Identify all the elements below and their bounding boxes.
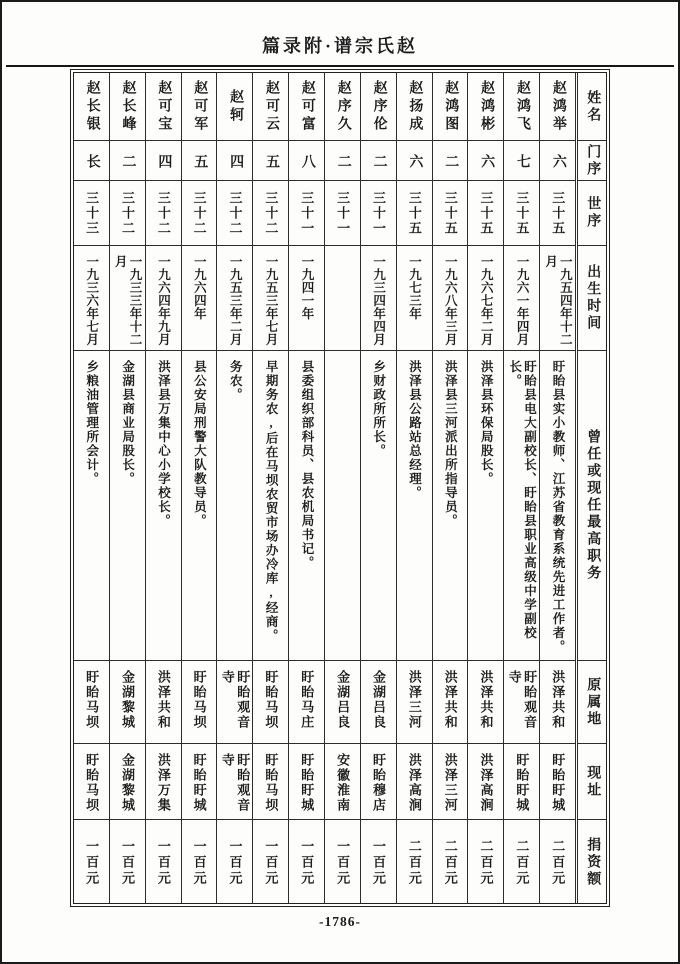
cell-text-name: 赵鸿飞 <box>515 79 530 134</box>
cell-name <box>397 73 432 140</box>
cell-job <box>182 350 217 660</box>
cell-job <box>468 350 503 660</box>
cell-text-donation: 一百元 <box>335 838 351 887</box>
cell-current <box>540 743 575 819</box>
header-cell-origin <box>578 660 606 743</box>
cell-job <box>361 350 396 660</box>
cell-birth <box>217 245 252 350</box>
header-cell-shi <box>578 180 606 245</box>
cell-shi <box>433 180 468 245</box>
cell-job <box>433 350 468 660</box>
cell-men <box>397 140 432 180</box>
cell-text-name: 赵鸿彬 <box>479 79 495 134</box>
cell-shi <box>74 180 109 245</box>
person-column-13 <box>503 73 539 903</box>
cell-origin <box>468 660 503 743</box>
cell-text-current: 金湖黎城 <box>119 753 135 813</box>
cell-shi <box>289 180 324 245</box>
cell-origin <box>540 660 575 743</box>
cell-text-current: 盱眙观音寺 <box>219 753 251 813</box>
cell-text-men: 二 <box>335 153 351 168</box>
header-label-name: 姓名 <box>585 89 601 124</box>
cell-text-job: 乡财政所所长。 <box>371 360 386 458</box>
cell-text-job: 县公安局刑警大队教导员。 <box>192 360 207 528</box>
cell-donation <box>110 819 145 905</box>
cell-men <box>217 140 252 180</box>
cell-name <box>253 73 288 140</box>
cell-text-men: 长 <box>84 153 100 168</box>
cell-current <box>468 743 503 819</box>
cell-text-donation: 一百元 <box>119 838 135 887</box>
cell-text-job: 洪泽县三河派出所指导员。 <box>443 360 458 528</box>
cell-men <box>468 140 503 180</box>
cell-birth <box>110 245 145 350</box>
cell-text-name: 赵扬成 <box>407 79 423 134</box>
header-label-shi: 世序 <box>585 196 601 230</box>
cell-text-birth: 一九五三年七月 <box>264 255 279 346</box>
cell-text-birth: 一九三三年十二月 <box>113 255 143 346</box>
cell-birth <box>74 245 109 350</box>
cell-birth <box>361 245 396 350</box>
genealogy-table <box>70 69 610 907</box>
cell-current <box>253 743 288 819</box>
cell-text-shi: 三十一 <box>335 190 351 236</box>
cell-job <box>253 350 288 660</box>
cell-name <box>325 73 360 140</box>
cell-men <box>433 140 468 180</box>
header-label-donation: 捐资额 <box>585 837 601 888</box>
cell-text-job: 金湖县商业局股长。 <box>120 360 135 486</box>
cell-birth <box>468 245 503 350</box>
page-number: -1786- <box>319 914 361 929</box>
cell-origin <box>110 660 145 743</box>
cell-text-men: 四 <box>156 153 172 168</box>
cell-current <box>361 743 396 819</box>
cell-birth <box>182 245 217 350</box>
cell-text-shi: 三十五 <box>442 190 458 236</box>
cell-origin <box>146 660 181 743</box>
cell-text-job: 洪泽县环保局股长。 <box>479 360 494 486</box>
header-label-men: 门序 <box>585 143 601 178</box>
cell-job <box>325 350 360 660</box>
cell-text-origin: 盱眙马坝 <box>263 670 279 730</box>
cell-text-men: 六 <box>550 153 566 168</box>
header-label-origin: 原属地 <box>585 676 601 728</box>
person-column-7 <box>288 73 324 903</box>
cell-text-name: 赵鸿图 <box>443 79 459 134</box>
cell-text-men: 六 <box>407 153 423 168</box>
cell-text-origin: 金湖黎城 <box>119 670 135 730</box>
cell-donation <box>325 819 360 905</box>
cell-text-origin: 洪泽共和 <box>478 670 494 730</box>
cell-shi <box>361 180 396 245</box>
cell-current <box>504 743 539 819</box>
header-cell-men <box>578 140 606 180</box>
cell-text-job: 洪泽县万集中心小学校长。 <box>156 360 171 528</box>
cell-name <box>217 73 252 140</box>
cell-text-name: 赵可富 <box>299 79 315 134</box>
cell-text-name: 赵序伦 <box>371 79 387 134</box>
cell-name <box>504 73 539 140</box>
cell-text-birth: 一九六七年二月 <box>479 255 494 346</box>
cell-text-job: 务农。 <box>228 360 243 402</box>
cell-text-current: 洪泽高涧 <box>406 753 422 813</box>
cell-text-men: 八 <box>299 153 315 168</box>
cell-text-origin: 盱眙马坝 <box>84 670 100 730</box>
cell-origin <box>74 660 109 743</box>
cell-current <box>433 743 468 819</box>
cell-text-shi: 三十五 <box>478 190 494 236</box>
cell-text-current: 盱眙穆店 <box>370 753 386 813</box>
cell-current <box>397 743 432 819</box>
cell-text-current: 盱眙马坝 <box>84 753 100 813</box>
header-label-birth: 出生时间 <box>585 264 601 332</box>
person-column-10 <box>396 73 432 903</box>
cell-text-donation: 二百元 <box>514 838 530 887</box>
cell-text-men: 二 <box>371 153 387 168</box>
cell-job <box>110 350 145 660</box>
cell-shi <box>253 180 288 245</box>
cell-job <box>217 350 252 660</box>
cell-text-origin: 金湖吕良 <box>335 670 351 730</box>
cell-text-origin: 洪泽三河 <box>406 670 422 730</box>
cell-donation <box>146 819 181 905</box>
cell-name <box>433 73 468 140</box>
cell-donation <box>361 819 396 905</box>
person-column-4 <box>181 73 217 903</box>
cell-text-donation: 二百元 <box>550 838 566 887</box>
cell-men <box>504 140 539 180</box>
cell-text-donation: 一百元 <box>299 838 315 887</box>
header-label-current: 现址 <box>585 764 601 799</box>
cell-text-job: 县委组织部科员、县农机局书记。 <box>299 360 314 570</box>
cell-job <box>504 350 539 660</box>
cell-text-current: 盱眙盱城 <box>191 753 207 813</box>
cell-text-birth: 一九四一年 <box>299 255 314 320</box>
table-header-column <box>575 73 606 903</box>
cell-donation <box>217 819 252 905</box>
cell-name <box>289 73 324 140</box>
person-column-6 <box>252 73 288 903</box>
cell-current <box>217 743 252 819</box>
cell-text-name: 赵轲 <box>228 88 244 125</box>
cell-origin <box>217 660 252 743</box>
cell-origin <box>397 660 432 743</box>
person-column-2 <box>109 73 145 903</box>
cell-origin <box>325 660 360 743</box>
cell-text-name: 赵可云 <box>263 79 279 134</box>
cell-text-shi: 三十五 <box>550 190 566 236</box>
cell-text-men: 六 <box>479 153 495 168</box>
cell-text-origin: 盱眙马庄 <box>299 670 315 730</box>
cell-text-origin: 盱眙观音寺 <box>219 670 251 730</box>
cell-text-donation: 一百元 <box>370 838 386 887</box>
cell-text-job: 早期务农,后在马坝农贸市场办冷库,经商。 <box>264 360 279 643</box>
cell-text-birth: 一九六一年四月 <box>515 255 530 346</box>
cell-text-name: 赵序久 <box>335 79 351 134</box>
cell-birth <box>289 245 324 350</box>
cell-text-shi: 三十二 <box>263 190 279 236</box>
cell-origin <box>182 660 217 743</box>
cell-name <box>540 73 575 140</box>
cell-current <box>74 743 109 819</box>
cell-shi <box>325 180 360 245</box>
cell-men <box>325 140 360 180</box>
cell-donation <box>289 819 324 905</box>
cell-text-donation: 二百元 <box>406 838 422 887</box>
cell-shi <box>540 180 575 245</box>
cell-text-donation: 二百元 <box>478 838 494 887</box>
person-column-14 <box>539 73 575 903</box>
cell-text-job: 盱眙县电大副校长、盱眙县职业高级中学副校长。 <box>507 360 537 640</box>
cell-birth <box>540 245 575 350</box>
cell-birth <box>504 245 539 350</box>
cell-text-donation: 一百元 <box>227 838 243 887</box>
cell-text-birth: 一九五四年十二月 <box>543 255 573 346</box>
cell-name <box>146 73 181 140</box>
cell-text-shi: 三十二 <box>191 190 207 236</box>
cell-origin <box>433 660 468 743</box>
cell-text-origin: 洪泽共和 <box>155 670 171 730</box>
cell-text-current: 洪泽万集 <box>155 753 171 813</box>
cell-job <box>540 350 575 660</box>
cell-donation <box>182 819 217 905</box>
cell-text-origin: 盱眙马坝 <box>191 670 207 730</box>
person-column-12 <box>467 73 503 903</box>
cell-text-current: 盱眙盱城 <box>514 753 530 813</box>
cell-name <box>182 73 217 140</box>
cell-origin <box>504 660 539 743</box>
cell-shi <box>217 180 252 245</box>
cell-origin <box>253 660 288 743</box>
cell-donation <box>468 819 503 905</box>
cell-origin <box>289 660 324 743</box>
person-column-8 <box>324 73 360 903</box>
cell-text-birth: 一九六四年九月 <box>156 255 171 346</box>
cell-text-job: 盱眙县实小教师、江苏省教育系统先进工作者。 <box>550 360 565 654</box>
person-column-3 <box>145 73 181 903</box>
cell-text-donation: 二百元 <box>442 838 458 887</box>
cell-text-donation: 一百元 <box>191 838 207 887</box>
cell-donation <box>504 819 539 905</box>
cell-text-name: 赵长银 <box>84 79 100 134</box>
cell-birth <box>397 245 432 350</box>
cell-donation <box>253 819 288 905</box>
cell-text-shi: 三十一 <box>299 190 315 236</box>
cell-shi <box>146 180 181 245</box>
cell-men <box>110 140 145 180</box>
cell-text-name: 赵鸿举 <box>550 79 566 134</box>
cell-shi <box>397 180 432 245</box>
cell-name <box>74 73 109 140</box>
cell-shi <box>182 180 217 245</box>
cell-text-shi: 三十二 <box>119 190 135 236</box>
cell-text-origin: 盱眙观音寺 <box>506 670 538 730</box>
cell-text-birth: 一九三六年七月 <box>84 255 99 346</box>
cell-men <box>253 140 288 180</box>
cell-text-men: 二 <box>120 153 136 168</box>
cell-shi <box>468 180 503 245</box>
cell-shi <box>110 180 145 245</box>
cell-men <box>289 140 324 180</box>
cell-job <box>74 350 109 660</box>
cell-text-name: 赵可军 <box>192 79 208 134</box>
cell-text-men: 四 <box>228 153 244 168</box>
cell-text-donation: 一百元 <box>155 838 171 887</box>
header-cell-name <box>578 73 606 140</box>
cell-shi <box>504 180 539 245</box>
header-cell-current <box>578 743 606 819</box>
header-cell-birth <box>578 245 606 350</box>
cell-text-origin: 金湖吕良 <box>370 670 386 730</box>
cell-text-shi: 三十五 <box>514 190 530 236</box>
cell-men <box>361 140 396 180</box>
person-column-1 <box>74 73 109 903</box>
person-column-9 <box>360 73 396 903</box>
cell-text-men: 七 <box>515 153 530 168</box>
cell-text-job: 洪泽县公路站总经理。 <box>407 360 422 500</box>
genealogy-table-grid <box>73 72 607 904</box>
header-label-job: 曾任或现任最高职务 <box>585 429 601 582</box>
cell-text-men: 二 <box>443 153 459 168</box>
cell-job <box>146 350 181 660</box>
cell-job <box>397 350 432 660</box>
cell-text-current: 洪泽高涧 <box>478 753 494 813</box>
cell-origin <box>361 660 396 743</box>
cell-text-current: 盱眙盱城 <box>299 753 315 813</box>
cell-text-shi: 三十一 <box>370 190 386 236</box>
cell-text-job: 乡粮油管理所会计。 <box>84 360 99 486</box>
cell-text-men: 五 <box>263 153 279 168</box>
cell-text-origin: 洪泽共和 <box>442 670 458 730</box>
cell-current <box>110 743 145 819</box>
cell-text-current: 洪泽三河 <box>442 753 458 813</box>
cell-name <box>110 73 145 140</box>
cell-birth <box>433 245 468 350</box>
cell-current <box>146 743 181 819</box>
cell-birth <box>325 245 360 350</box>
cell-text-shi: 三十二 <box>227 190 243 236</box>
cell-text-current: 安徽淮南 <box>335 753 351 813</box>
title-divider <box>6 65 674 67</box>
cell-text-current: 盱眙马坝 <box>263 753 279 813</box>
cell-text-origin: 洪泽共和 <box>550 670 566 730</box>
cell-text-birth: 一九六四年 <box>192 255 207 320</box>
cell-text-shi: 三十三 <box>84 190 100 236</box>
person-column-11 <box>432 73 468 903</box>
cell-current <box>182 743 217 819</box>
cell-name <box>468 73 503 140</box>
cell-donation <box>433 819 468 905</box>
cell-text-donation: 一百元 <box>263 838 279 887</box>
cell-donation <box>397 819 432 905</box>
cell-text-shi: 三十二 <box>155 190 171 236</box>
cell-text-current: 盱眙盱城 <box>550 753 566 813</box>
cell-text-birth: 一九六八年三月 <box>443 255 458 346</box>
cell-job <box>289 350 324 660</box>
cell-current <box>325 743 360 819</box>
cell-donation <box>74 819 109 905</box>
cell-text-birth: 一九三四年四月 <box>371 255 386 346</box>
cell-men <box>146 140 181 180</box>
cell-text-name: 赵长峰 <box>120 79 136 134</box>
cell-name <box>361 73 396 140</box>
cell-men <box>540 140 575 180</box>
cell-birth <box>253 245 288 350</box>
cell-men <box>74 140 109 180</box>
header-cell-job <box>578 350 606 660</box>
header-cell-donation <box>578 819 606 905</box>
cell-text-shi: 三十五 <box>406 190 422 236</box>
cell-text-donation: 一百元 <box>84 838 100 887</box>
cell-birth <box>146 245 181 350</box>
person-column-5 <box>216 73 252 903</box>
cell-current <box>289 743 324 819</box>
cell-text-birth: 一九五三年二月 <box>228 255 243 346</box>
cell-donation <box>540 819 575 905</box>
cell-men <box>182 140 217 180</box>
cell-text-men: 五 <box>192 153 208 168</box>
cell-text-name: 赵可宝 <box>156 79 172 134</box>
cell-text-birth: 一九七三年 <box>407 255 422 320</box>
page-title: 篇录附·谱宗氏赵 <box>261 36 418 56</box>
